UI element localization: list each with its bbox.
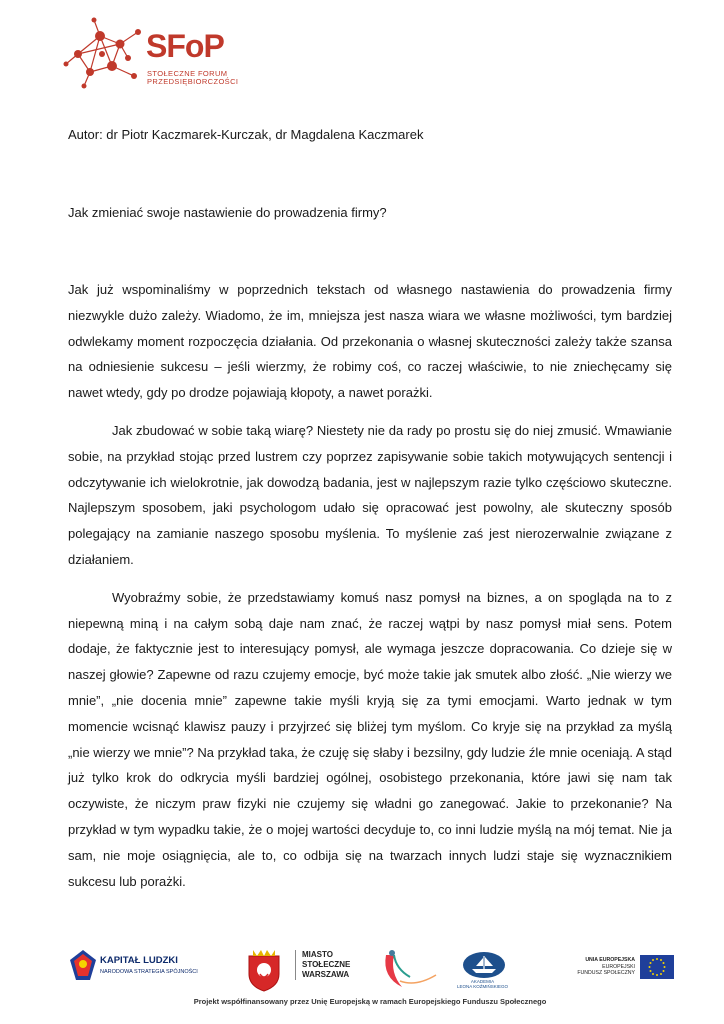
eu-flag-icon — [640, 955, 674, 979]
logo-subtitle — [147, 70, 247, 86]
network-molecule-icon — [60, 14, 150, 92]
eu-line: UNIA EUROPEJSKA — [585, 957, 635, 963]
logo-subtitle-line: STOŁECZNE FORUM — [147, 69, 228, 78]
swoosh-logo-icon — [380, 947, 440, 993]
paragraph: Wyobraźmy sobie, że przedstawiamy komuś nasz pomysł na biznes, a on spogląda na to z niepewną miną i na całym sobą daje nam znać, że raczej wątpi by nasz pomysł miał sens. Potem dodaje, że faktycznie jest to interesujący pomysł, ale wymaga jeszcze dopracowania. Co dzieje się w naszej głowie? Zapewne od razu czujemy emocje, być może takie jak smutek albo złość. „Nie wierzy we mnie”, „nie docenia mnie” zapewne takie myśli kryją się za tymi emocjami. Warto jednak w tym momencie wcisnąć klawisz pauzy i przyjrzeć się bliżej tym myślom. Co kryje się na przykład za myślą „nie wierzy we mnie”? Na przykład taka, że czuję się słaby i bezsilny, gdy ludzie źle mnie oceniają. A stąd już tylko krok do odkrycia myśli bardziej ogólnej, osobistego przekonania, które jawi się nam tak oczywiste, że niczym praw fizyki nie czujemy się władni go zanegować. Jakie to przekonanie? Na przykład w tym wypadku takie, że o mojej wartości decyduje to, co inni ludzie myślą na mój temat. Nie ja sam, nie moje osiągnięcia, ale to, co odbija się na twarzach innych ludzi staje się wyznacznikiem sukcesu lub porażki. — [68, 589, 672, 889]
author-line: Autor: dr Piotr Kaczmarek-Kurczak, dr Magdalena Kaczmarek — [68, 127, 424, 142]
article-body — [68, 277, 672, 906]
warsaw-line: MIASTO — [302, 950, 333, 959]
logo-subtitle-line: PRZEDSIĘBIORCZOŚCI — [147, 77, 239, 86]
sfop-logo — [60, 14, 240, 92]
logo-title: SFoP — [146, 28, 224, 64]
warsaw-line: STOŁECZNE — [302, 960, 351, 969]
kapital-ludzki-icon — [70, 950, 96, 980]
eu-label — [560, 957, 635, 977]
kapital-ludzki-subtitle: NARODOWA STRATEGIA SPÓJNOŚCI — [100, 969, 198, 975]
paragraph: Jak zbudować w sobie taką wiarę? Niestety nie da rady po prostu się do niej zmusić. Wmawianie sobie, na przykład stojąc przed lustrem czy poprzez zapisywanie sobie takich motywujących sentencji i odczytywanie ich wielokrotnie, jak dowodzą badania, jest w najlepszym razie tylko częściowo skuteczne. Najlepszym sposobem, jaki psychologom udało się opracować jest powolny, ale skuteczny sposób polegający na zamianie naszego sposobu myślenia. To myślenie zaś jest nierozerwalnie związane z działaniem. — [68, 422, 672, 567]
footer-logos — [60, 945, 680, 1015]
kapital-ludzki-title: KAPITAŁ LUDZKI — [100, 955, 178, 966]
akademia-line: AKADEMIA — [470, 979, 495, 984]
akademia-ship-icon — [462, 951, 506, 979]
article-title: Jak zmieniać swoje nastawienie do prowadzenia firmy? — [68, 205, 387, 220]
warsaw-label — [295, 950, 350, 980]
paragraph: Jak już wspominaliśmy w poprzednich tekstach od własnego nastawienia do prowadzenia firmy niezwykle dużo zależy. Wiadomo, że im, mniejsza jest nasza wiara we własne możliwości, tym bardziej odwlekamy moment rozpoczęcia działania. Od przekonania o własnej skuteczności zależy także szansa na odniesienie sukcesu – jeśli wierzmy, że robimy coś, co raczej właściwie, to nie zniechęcamy się nawet wtedy, gdy po drodze pojawiają kłopoty, a nawet porażki. — [68, 282, 672, 401]
eu-line: EUROPEJSKI — [602, 963, 635, 970]
co-funding-notice: Projekt współfinansowany przez Unię Europejską w ramach Europejskiego Funduszu Społecznego — [193, 997, 547, 1006]
warsaw-crest-icon — [245, 948, 283, 992]
akademia-label — [455, 979, 510, 989]
warsaw-line: WARSZAWA — [302, 970, 350, 979]
akademia-line: LEONA KOŹMIŃSKIEGO — [456, 984, 508, 989]
eu-line: FUNDUSZ SPOŁECZNY — [577, 970, 635, 976]
